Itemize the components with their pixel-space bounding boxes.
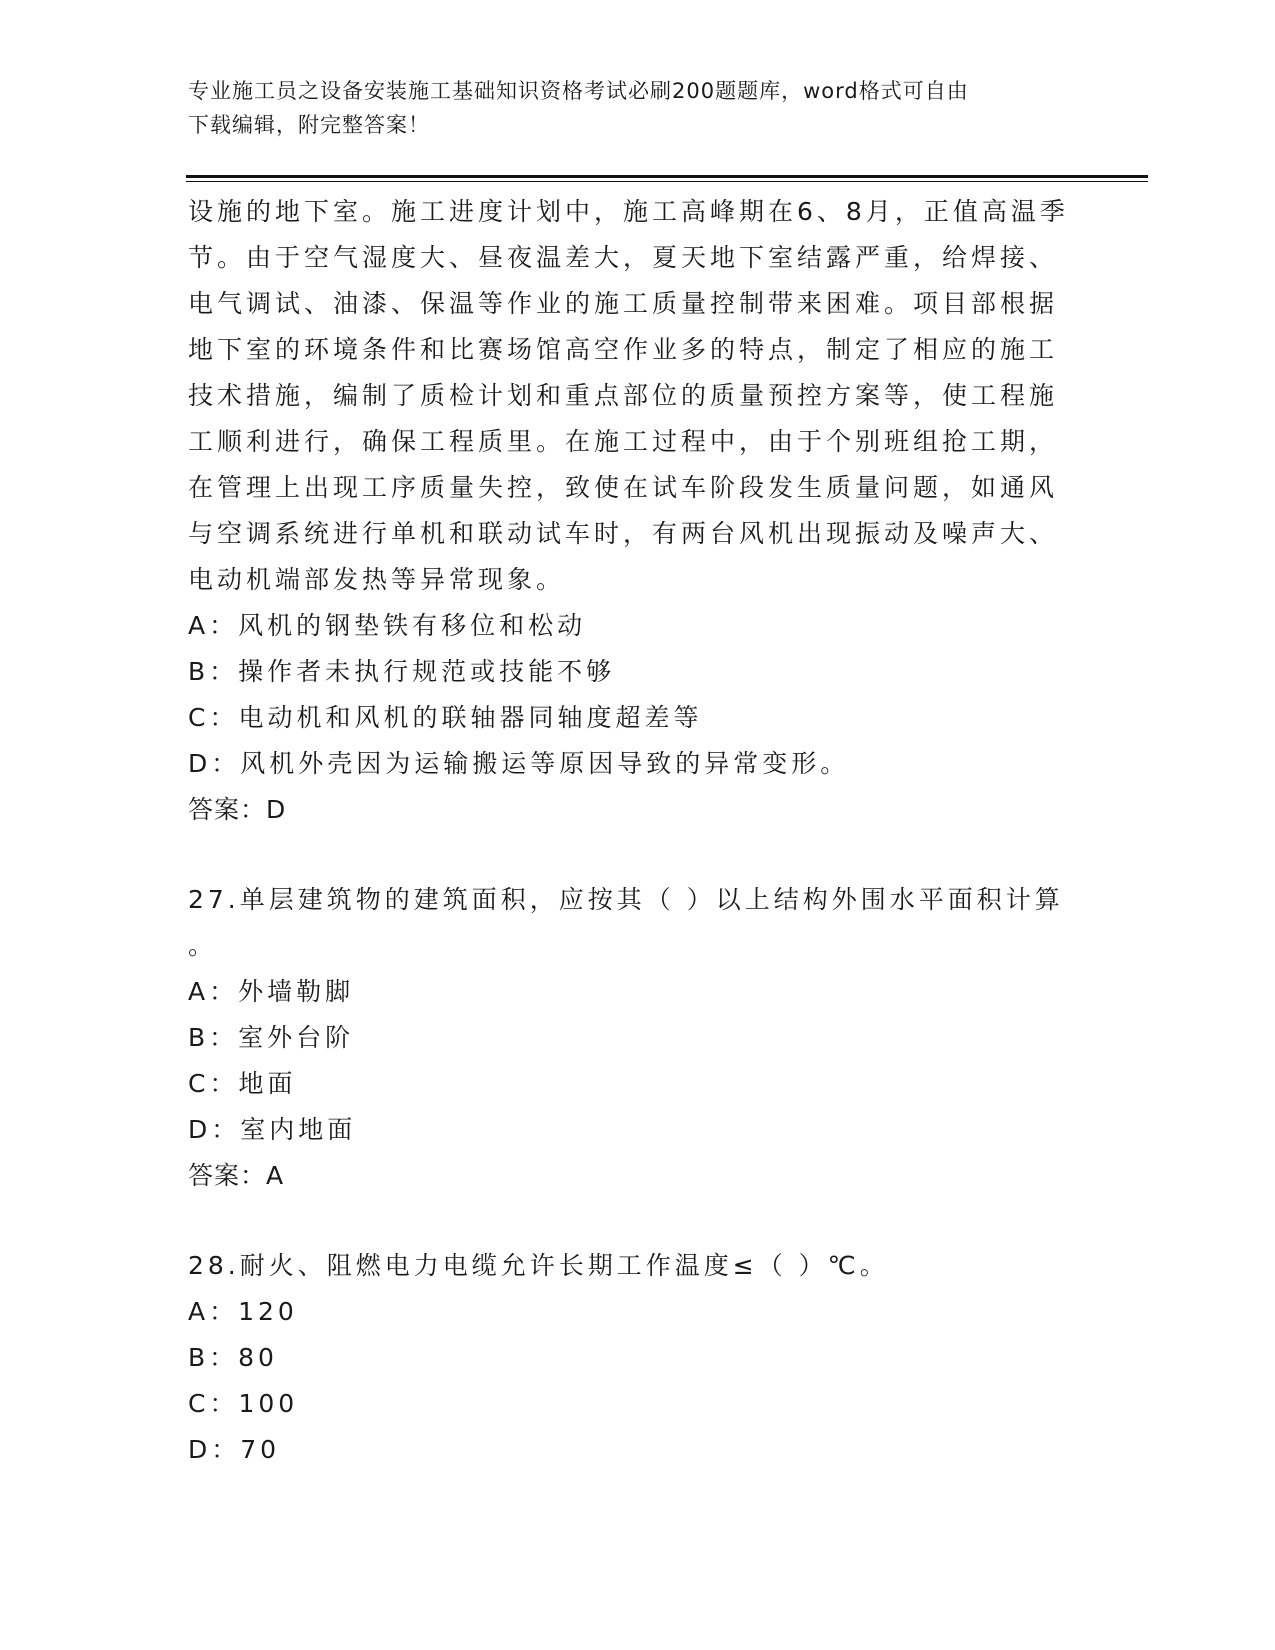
question-27 [188,877,1088,1199]
passage-line: 与空调系统进行单机和联动试车时，有两台风机出现振动及噪声大、 [188,519,1059,548]
passage-line: 电气调试、油漆、保温等作业的施工质量控制带来困难。项目部根据 [188,289,1059,318]
page-header [188,74,1088,142]
header-title-line-1: 专业施工员之设备安装施工基础知识资格考试必刷200题题库，word格式可自由 [188,79,969,103]
passage-line: 设施的地下室。施工进度计划中，施工高峰期在6、8月，正值高温季 [188,197,1069,226]
question-28 [188,1243,1088,1473]
passage-line: 地下室的环境条件和比赛场馆高空作业多的特点，制定了相应的施工 [188,335,1059,364]
question-27-stem-line-2: 。 [188,931,218,960]
passage-line: 电动机端部发热等异常现象。 [188,565,566,594]
document-content [188,189,1088,1473]
option-d: D：风机外壳因为运输搬运等原因导致的异常变形。 [188,749,850,778]
option-b: B：80 [188,1343,278,1372]
option-c: C：地面 [188,1069,297,1098]
question-27-stem-line-1: 27.单层建筑物的建筑面积，应按其（ ）以上结构外围水平面积计算 [188,885,1064,914]
passage-line: 在管理上出现工序质量失控，致使在试车阶段发生质量问题，如通风 [188,473,1059,502]
question-27-answer: 答案：A [188,1161,285,1190]
question-26-passage [188,189,1088,603]
passage-line: 工顺利进行，确保工程质里。在施工过程中，由于个别班组抢工期， [188,427,1059,456]
option-b: B：操作者未执行规范或技能不够 [188,657,616,686]
option-c: C：100 [188,1389,299,1418]
header-rule-thick [186,175,1148,178]
option-d: D：室内地面 [188,1115,357,1144]
header-title-line-2: 下载编辑，附完整答案！ [188,113,430,137]
option-c: C：电动机和风机的联轴器同轴度超差等 [188,703,703,732]
option-a: A：外墙勒脚 [188,977,355,1006]
option-d: D：70 [188,1435,281,1464]
spacer [188,833,1088,877]
header-rule-thin [186,181,1148,182]
option-b: B：室外台阶 [188,1023,355,1052]
option-a: A：风机的钢垫铁有移位和松动 [188,611,587,640]
spacer [188,1199,1088,1243]
passage-line: 技术措施，编制了质检计划和重点部位的质量预控方案等，使工程施 [188,381,1059,410]
question-28-stem: 28.耐火、阻燃电力电缆允许长期工作温度≤（ ）℃。 [188,1251,889,1280]
question-26-options [188,603,1088,787]
question-26-answer: 答案：D [188,795,287,824]
passage-line: 节。由于空气湿度大、昼夜温差大，夏天地下室结露严重，给焊接、 [188,243,1059,272]
option-a: A：120 [188,1297,298,1326]
